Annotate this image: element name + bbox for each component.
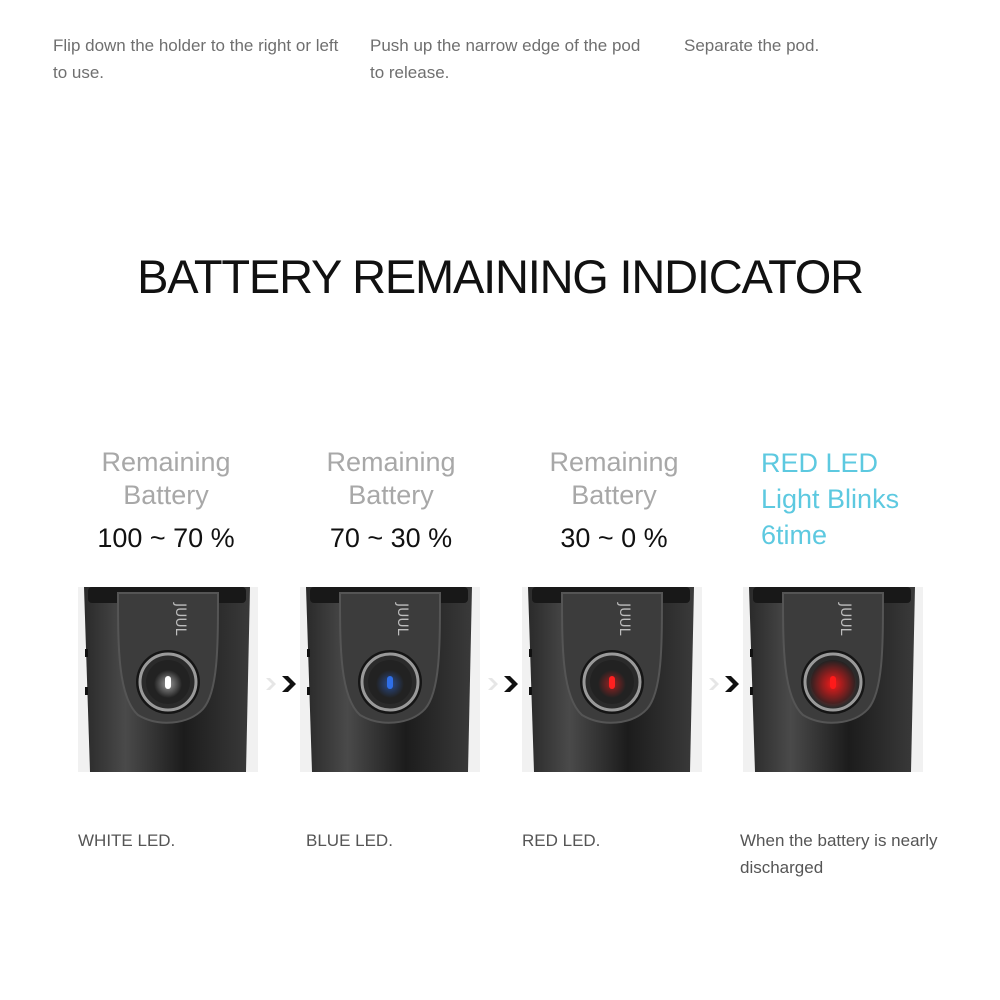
led-dot-icon xyxy=(830,676,836,689)
juul-logo: JUUL xyxy=(394,603,410,636)
vape-device-image xyxy=(78,587,258,772)
battery-text: Battery xyxy=(348,480,434,510)
juul-logo: JUUL xyxy=(616,603,632,636)
chevron-right-icon xyxy=(707,673,741,695)
page-title: BATTERY REMAINING INDICATOR xyxy=(137,250,863,303)
caption-blue-led: BLUE LED. xyxy=(306,831,393,850)
vape-device-image xyxy=(300,587,480,772)
juul-logo: JUUL xyxy=(172,603,188,636)
remaining-text: Remaining xyxy=(549,447,679,477)
caption-white-led: WHITE LED. xyxy=(78,831,176,850)
caption-red-led: RED LED. xyxy=(522,831,601,850)
remaining-text: Remaining xyxy=(326,447,456,477)
instruction-separate-pod: Separate the pod. xyxy=(684,36,820,55)
battery-range: 100 ~ 70 % xyxy=(97,523,235,553)
chevron-right-icon xyxy=(264,673,298,695)
led-dot-icon xyxy=(609,676,615,689)
juul-logo: JUUL xyxy=(837,603,853,636)
battery-text: Battery xyxy=(571,480,657,510)
battery-level-label-high xyxy=(56,446,276,556)
battery-alert-label xyxy=(761,445,991,553)
alert-line-3: 6time xyxy=(761,520,828,550)
alert-line-1: RED LED xyxy=(761,448,879,478)
battery-range: 30 ~ 0 % xyxy=(560,523,668,553)
battery-level-label-low xyxy=(504,446,724,556)
chevron-right-icon xyxy=(486,673,520,695)
led-dot-icon xyxy=(165,676,171,689)
caption-nearly-discharged: When the battery is nearly discharged xyxy=(740,831,938,877)
battery-level-label-mid xyxy=(281,446,501,556)
vape-device-image xyxy=(522,587,702,772)
remaining-text: Remaining xyxy=(101,447,231,477)
battery-range: 70 ~ 30 % xyxy=(329,523,453,553)
vape-device-image xyxy=(743,587,923,772)
instruction-push-pod: Push up the narrow edge of the pod to release. xyxy=(370,36,641,82)
battery-text: Battery xyxy=(123,480,209,510)
instruction-flip-holder: Flip down the holder to the right or left to use. xyxy=(53,36,339,82)
alert-line-2: Light Blinks xyxy=(761,484,900,514)
led-dot-icon xyxy=(387,676,393,689)
